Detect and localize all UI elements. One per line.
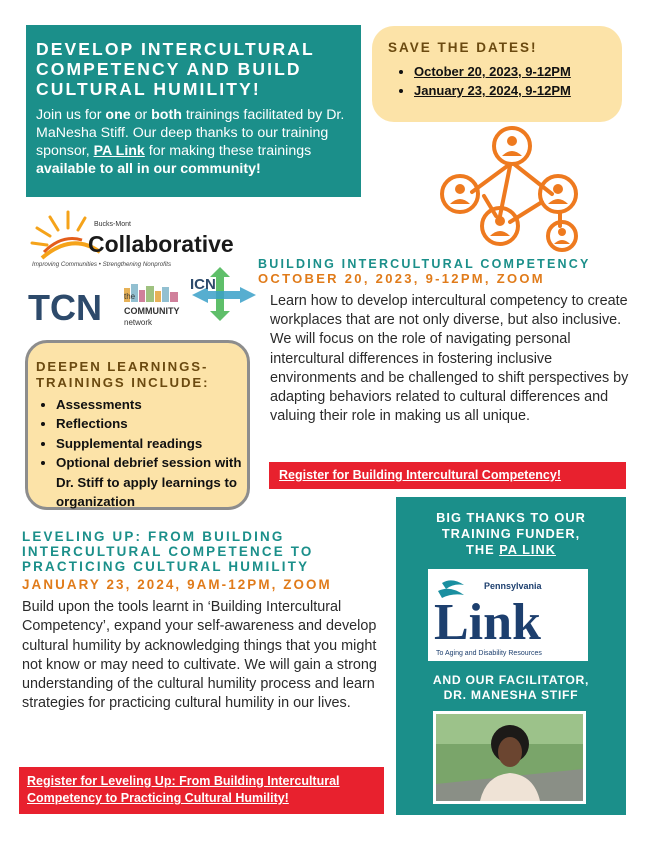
pa-link-funder-link[interactable]: PA LINK — [499, 542, 556, 557]
date-item-october[interactable]: • October 20, 2023, 9-12PM — [414, 62, 608, 81]
bucks-mont-collaborative-logo — [28, 208, 234, 272]
intro-text — [36, 106, 349, 178]
leveling-section-date: JANUARY 23, 2024, 9AM-12PM, ZOOM — [22, 577, 332, 592]
intro-text-3: trainings facilitated by Dr. MaNesha Stiff. Our deep thanks to our training sponsor, — [36, 107, 345, 159]
dates-list — [388, 62, 608, 100]
funder-line-3 — [396, 542, 626, 558]
register-leveling-button[interactable]: Register for Leveling Up: From Building Intercultural Competency to Practicing Cultural Humility! — [19, 767, 384, 814]
leveling-section-body: Build upon the tools learnt in ‘Building Intercultural Competency’, expand your self-awareness and develop cultural humility by acknowledging things that you might not know or may need to cultivate. We will gain a strong understanding of the cultural humility process and learn strategies for practicing cultural humility in our lives. — [22, 599, 377, 712]
the-community-network-logo — [26, 282, 188, 330]
tcn-community: COMMUNITY — [124, 306, 180, 316]
building-section-body: Learn how to develop intercultural competency to create workplaces that are not only diverse, but also inclusive. We will focus on the role of navigating personal intercultural differences in fostering inclusive environments and be challenged to shift perspectives by adapting behaviors related to cultural differences and valuing their role in making us all unique. — [270, 293, 629, 425]
save-the-dates-box — [372, 26, 622, 122]
icn-letters: ICN — [190, 276, 216, 293]
intro-title: DEVELOP INTERCULTURAL COMPETENCY AND BUILD CULTURAL HUMILITY! — [36, 39, 315, 99]
deepen-item-debrief: • Optional debrief session with Dr. Stiff to apply learnings to organization — [56, 453, 247, 511]
funder-panel — [396, 497, 626, 815]
facilitator-photo — [436, 714, 583, 801]
collab-tagline: Improving Communities • Strengthening Nonprofits — [32, 261, 172, 268]
deepen-item-reflections: • Reflections — [56, 414, 247, 433]
link-logo-tagline: To Aging and Disability Resources — [436, 650, 542, 657]
deepen-list — [36, 395, 247, 511]
facilitator-line-2: DR. MANESHA STIFF — [443, 688, 579, 702]
intro-text-4: for making these trainings — [144, 143, 312, 159]
leveling-section-title: LEVELING UP: FROM BUILDING INTERCULTURAL COMPETENCE TO PRACTICING CULTURAL HUMILITY — [22, 529, 314, 574]
funder-line-1: BIG THANKS TO OUR — [436, 510, 586, 525]
icn-logo — [188, 265, 258, 323]
building-section-date: OCTOBER 20, 2023, 9-12PM, ZOOM — [258, 271, 545, 286]
collab-small-label: Bucks-Mont — [94, 221, 131, 228]
tcn-letters: TCN — [28, 287, 102, 328]
building-section-title: BUILDING INTERCULTURAL COMPETENCY — [258, 257, 591, 271]
link-logo-word: Link — [434, 594, 541, 651]
save-the-dates-title: SAVE THE DATES! — [388, 40, 538, 55]
intro-text-1: Join us for — [36, 107, 106, 123]
intro-bold-one: one — [105, 107, 131, 123]
deepen-item-readings: • Supplemental readings — [56, 434, 247, 453]
intro-bold-both: both — [151, 107, 182, 123]
tcn-the: the — [124, 292, 136, 301]
deepen-item-assessments: • Assessments — [56, 395, 247, 414]
tcn-network: network — [124, 318, 153, 327]
deepen-title: DEEPEN LEARNINGS- TRAININGS INCLUDE: — [36, 359, 210, 390]
register-building-button[interactable]: Register for Building Intercultural Competency! — [269, 462, 626, 489]
collab-name: Collaborative — [88, 231, 234, 257]
facilitator-photo-frame — [433, 711, 586, 804]
link-logo-state: Pennsylvania — [484, 581, 542, 591]
deepen-learnings-box — [25, 340, 250, 510]
intro-bold-community: available to all in our community! — [36, 161, 261, 177]
intro-text-2: or — [130, 107, 152, 123]
pa-link-logo — [428, 569, 588, 661]
funder-line-2: TRAINING FUNDER, — [441, 526, 581, 541]
pa-link-sponsor-link[interactable]: PA Link — [93, 143, 145, 159]
date-item-january[interactable]: • January 23, 2024, 9-12PM — [414, 81, 608, 100]
intro-box — [26, 25, 361, 197]
funder-heading — [396, 510, 626, 558]
facilitator-heading — [396, 673, 626, 703]
people-network-icon — [432, 124, 592, 254]
facilitator-line-1: AND OUR FACILITATOR, — [432, 673, 590, 687]
funder-line-3-prefix: THE — [466, 542, 500, 557]
